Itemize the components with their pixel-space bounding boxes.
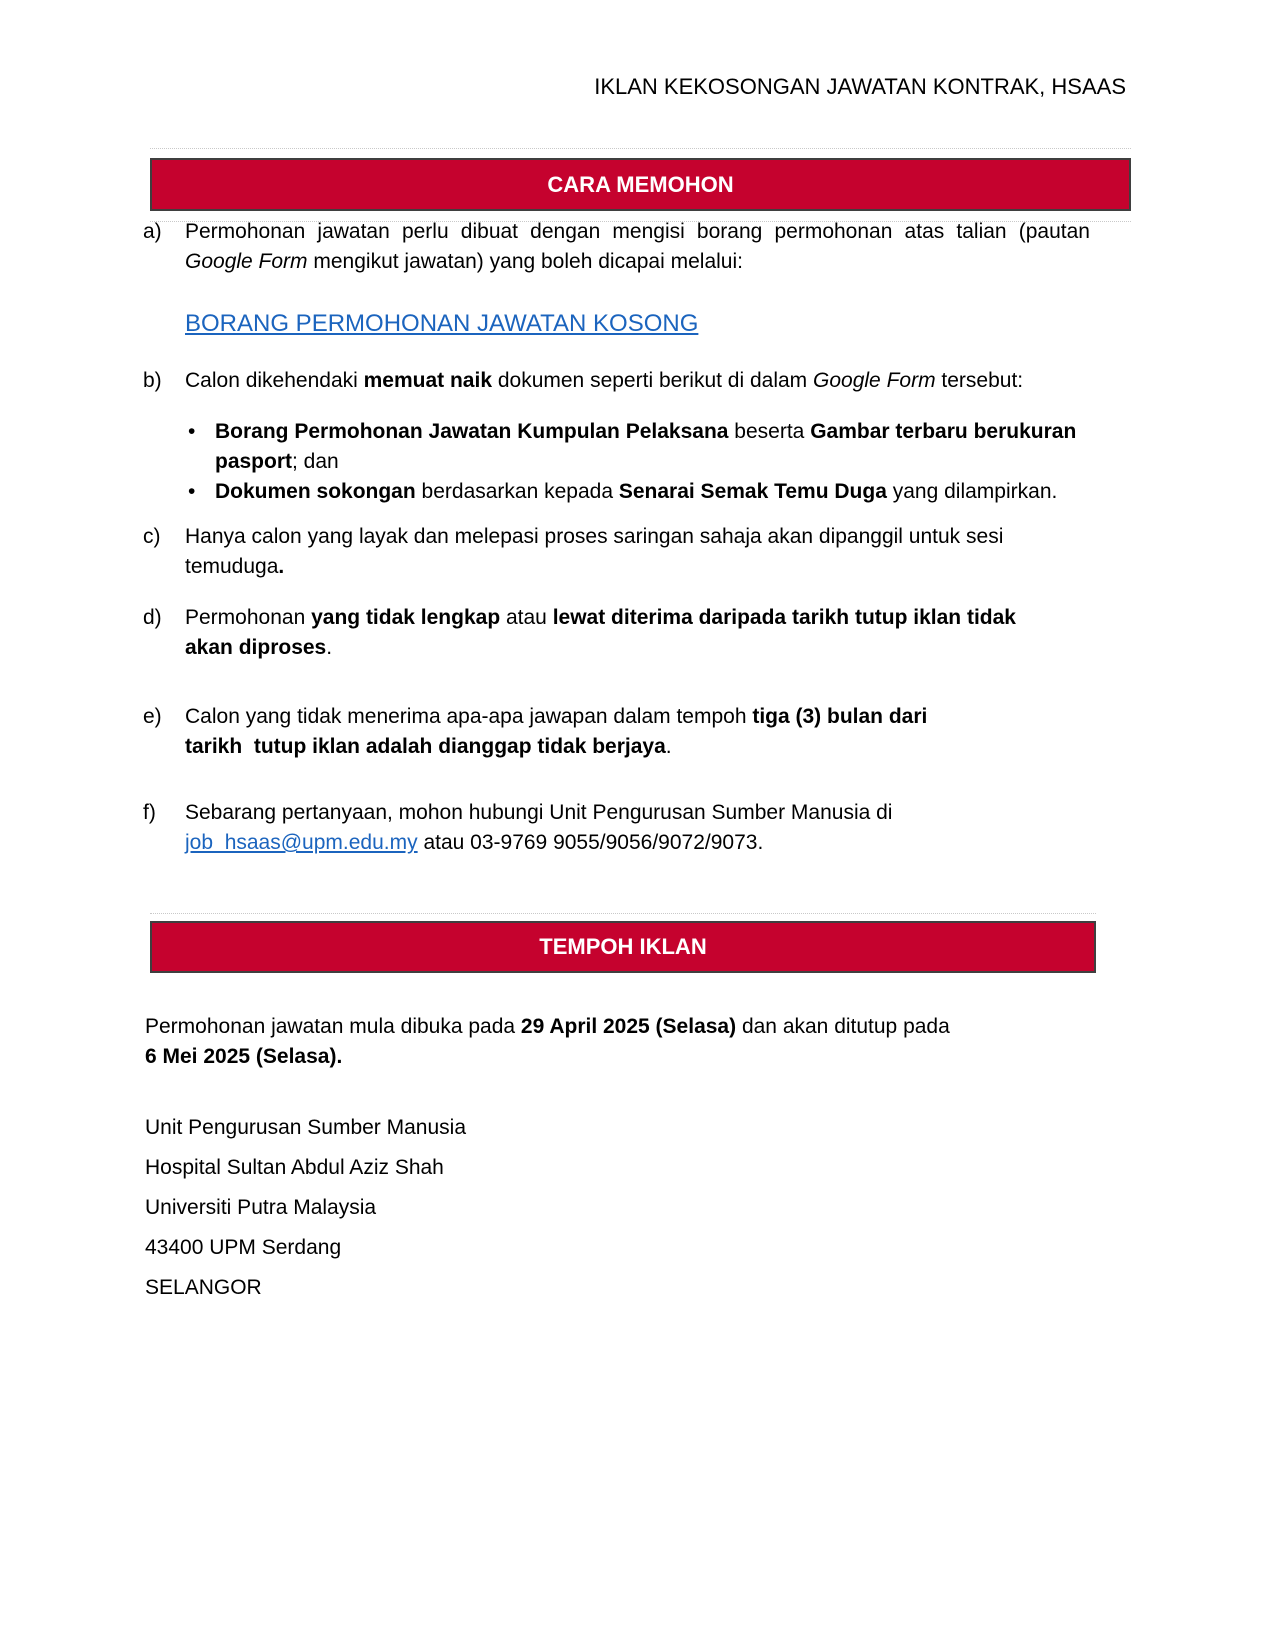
address-line-university: Universiti Putra Malaysia (145, 1196, 377, 1219)
bullet-item-1: • Borang Permohonan Jawatan Kumpulan Pelaksana beserta Gambar terbaru berukuran pasport; dan (143, 417, 1090, 477)
list-item-c (143, 522, 1090, 582)
tempoh-iklan-banner-title: TEMPOH IKLAN (539, 934, 707, 959)
address-block (145, 1108, 466, 1308)
address-line-postcode: 43400 UPM Serdang (145, 1236, 342, 1259)
list-item-a-line1: Permohonan jawatan perlu dibuat dengan mengisi borang permohonan atas talian (pautan (185, 220, 1090, 243)
list-item-b (143, 366, 1090, 396)
list-item-e (143, 702, 1090, 762)
address-line-hospital: Hospital Sultan Abdul Aziz Shah (145, 1156, 444, 1179)
list-item-e-text: Calon yang tidak menerima apa-apa jawapan dalam tempoh tiga (3) bulan dari tarikh tutup iklan adalah dianggap tidak berjaya. (185, 705, 928, 758)
list-item-f-text: Sebarang pertanyaan, mohon hubungi Unit Pengurusan Sumber Manusia di job_hsaas@upm.edu.my atau 03-9769 9055/9056/9072/9073. (185, 801, 893, 854)
list-item-a-label: a) (143, 220, 162, 243)
address-line-unit: Unit Pengurusan Sumber Manusia (145, 1116, 467, 1139)
list-item-b-label: b) (143, 369, 162, 392)
bullet-icon: • (188, 420, 196, 443)
list-item-e-label: e) (143, 705, 162, 728)
list-item-a (143, 217, 1090, 277)
address-line-state: SELANGOR (145, 1276, 262, 1299)
list-item-a-line2: Google Form mengikut jawatan) yang boleh dicapai melalui: (185, 250, 743, 273)
list-item-f-label: f) (143, 801, 156, 824)
tempoh-iklan-banner (150, 921, 1096, 973)
list-item-b-text: Calon dikehendaki memuat naik dokumen seperti berikut di dalam Google Form tersebut: (185, 369, 1024, 392)
list-item-c-text: Hanya calon yang layak dan melepasi proses saringan sahaja akan dipanggil untuk sesi temuduga. (185, 525, 1004, 578)
list-item-f (143, 798, 1090, 858)
list-item-d (143, 603, 1090, 663)
cara-memohon-banner-title: CARA MEMOHON (547, 172, 734, 197)
borang-permohonan-link[interactable]: BORANG PERMOHONAN JAWATAN KOSONG (185, 310, 699, 337)
document-header: IKLAN KEKOSONGAN JAWATAN KONTRAK, HSAAS (594, 74, 1126, 99)
table-gridline-above-cara (150, 148, 1131, 149)
list-item-c-label: c) (143, 525, 161, 548)
email-link[interactable]: job_hsaas@upm.edu.my (185, 831, 418, 854)
cara-memohon-banner (150, 158, 1131, 211)
bullet-item-2: • Dokumen sokongan berdasarkan kepada Senarai Semak Temu Duga yang dilampirkan. (143, 477, 1090, 507)
list-item-d-text: Permohonan yang tidak lengkap atau lewat diterima daripada tarikh tutup iklan tidak akan diproses. (185, 606, 1016, 659)
list-item-a-text (185, 217, 1090, 277)
bullet-icon: • (188, 480, 196, 503)
list-item-d-label: d) (143, 606, 162, 629)
bullet-list (143, 417, 1090, 507)
application-period-paragraph: Permohonan jawatan mula dibuka pada 29 April 2025 (Selasa) dan akan ditutup pada 6 Mei 2025 (Selasa). (145, 1015, 950, 1068)
borang-link-row (185, 309, 698, 339)
table-gridline-above-tempoh (150, 913, 1096, 914)
